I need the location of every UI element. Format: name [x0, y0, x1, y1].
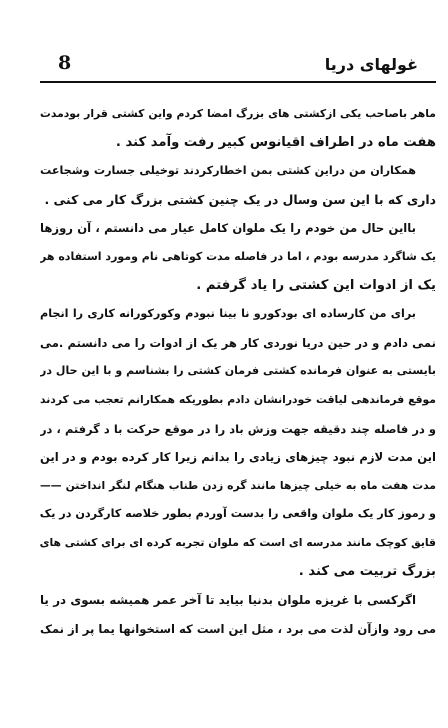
- body-text: [40, 100, 436, 643]
- running-title: غولهای دریا: [324, 55, 418, 74]
- text-line: بااین حال من خودم را یک ملوان کامل عیار می دانستم ، آن روزها: [40, 221, 416, 236]
- text-line: بزرگ تربیت می کند .: [298, 563, 436, 579]
- text-line: بایستی به عنوان فرمانده کشتی فرمان کشتی را بشناسم و با این حال در: [40, 364, 436, 378]
- text-line: مدت هفت ماه به خیلی چیزها مانند گره زدن طناب هنگام لنگر انداختن ——: [40, 478, 436, 492]
- page-header: [40, 52, 436, 80]
- text-line: اگرکسی با غریزه ملوان بدنیا بیاید تا آخر عمر همیشه بسوی در یا: [40, 593, 416, 608]
- text-line: نمی دادم و در حین دریا نوردی کار هر یک از ادوات را می دانستم .می: [40, 335, 436, 350]
- text-line: قایق کوچک مانند مدرسه ای است که ملوان تجربه کرده ای برای کشتی های: [40, 535, 436, 549]
- text-line: و در فاصله چند دقیقه جهت وزش باد را در موقع حرکت با د گرفتم ، در: [40, 421, 436, 436]
- text-line: داری که با این سن وسال در یک چنین کشتی بزرگ کار می کنی .: [44, 191, 436, 207]
- text-line: یک از ادوات این کشتی را یاد گرفتم .: [196, 277, 436, 293]
- text-line: هفت ماه در اطراف اقیانوس کبیر رفت وآمد کند .: [115, 134, 436, 150]
- text-line: همکاران من دراین کشتی بمن اخطارکردند توخیلی جسارت وشجاعت: [40, 164, 416, 178]
- header-rule: [40, 81, 436, 83]
- page-number: 8: [58, 52, 72, 74]
- text-line: این مدت لازم نبود چیزهای زیادی را بدانم زیرا کار کرده بودم و در این: [40, 450, 436, 465]
- text-line: ماهر باصاحب یکی ازکشتی های بزرگ امضا کردم واین کشتی قرار بودمدت: [40, 107, 436, 120]
- text-line: برای من کارساده ای بودکورو نا بینا نبودم وکورکورانه کاری را انجام: [40, 307, 416, 321]
- text-line: می رود وازآن لذت می برد ، مثل این است که استخوانها یما پر از نمک: [40, 621, 436, 636]
- text-line: موقع فرماندهی لیاقت خودرانشان دادم بطوریکه همکارانم تعجب می کردند: [40, 392, 436, 406]
- text-line: و رموز کار یک ملوان واقعی را بدست آوردم بطور خلاصه کارگردن در یک: [40, 507, 436, 521]
- text-line: یک شاگرد مدرسه بودم ، اما در فاصله مدت کوتاهی نام ومورد استفاده هر: [40, 249, 436, 263]
